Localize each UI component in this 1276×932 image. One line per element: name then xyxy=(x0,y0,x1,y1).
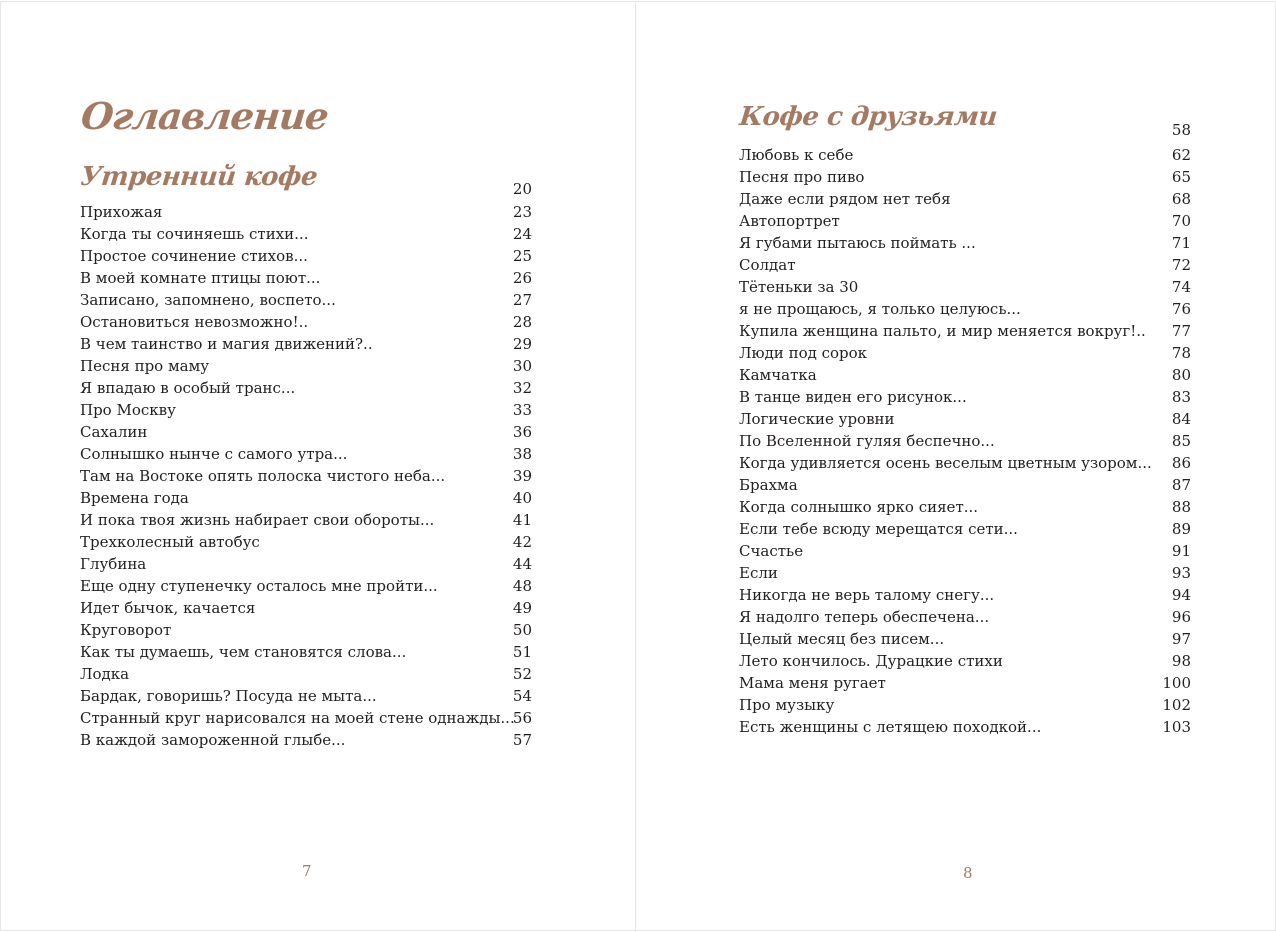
toc-entry-title: я не прощаюсь, я только целуюсь... xyxy=(739,300,1021,318)
toc-entry xyxy=(80,531,532,553)
toc-entry-title: Лето кончилось. Дурацкие стихи xyxy=(739,652,1003,670)
toc-entry xyxy=(80,465,532,487)
toc-entry-title: Про Москву xyxy=(80,401,176,419)
toc-entry-page: 44 xyxy=(512,555,532,573)
toc-entry xyxy=(80,377,532,399)
toc-entry-title: Простое сочинение стихов... xyxy=(80,247,308,265)
toc-entry xyxy=(80,509,532,531)
toc-entry-title: Времена года xyxy=(80,489,189,507)
toc-entry-title: Когда удивляется осень веселым цветным узором... xyxy=(739,454,1152,472)
section-title-coffee-with-friends: Кофе с друзьями xyxy=(738,102,999,132)
toc-entry xyxy=(80,333,532,355)
toc-entry-title: Песня про пиво xyxy=(739,168,865,186)
toc-entry xyxy=(80,355,532,377)
toc-entry xyxy=(739,694,1191,716)
toc-entry-page: 80 xyxy=(1171,366,1191,384)
toc-entry-page: 89 xyxy=(1171,520,1191,538)
toc-entry-page: 85 xyxy=(1171,432,1191,450)
toc-entry-page: 72 xyxy=(1171,256,1191,274)
toc-entry-title: Если xyxy=(739,564,778,582)
toc-entry-page: 38 xyxy=(512,445,532,463)
toc-entry xyxy=(80,575,532,597)
toc-entry-page: 65 xyxy=(1171,168,1191,186)
toc-entry-title: Остановиться невозможно!.. xyxy=(80,313,309,331)
toc-entry-page: 54 xyxy=(512,687,532,705)
toc-entry xyxy=(739,584,1191,606)
toc-entry-title: Прихожая xyxy=(80,203,163,221)
toc-entry-page: 97 xyxy=(1171,630,1191,648)
toc-entry-title: Круговорот xyxy=(80,621,172,639)
toc-entry-page: 32 xyxy=(512,379,532,397)
toc-entry-title: Я впадаю в особый транс... xyxy=(80,379,296,397)
toc-entry-page: 51 xyxy=(512,643,532,661)
toc-entry xyxy=(739,716,1191,738)
toc-entry-title: Камчатка xyxy=(739,366,817,384)
toc-entry xyxy=(80,245,532,267)
toc-entry-page: 96 xyxy=(1171,608,1191,626)
toc-entry-title: Тётеньки за 30 xyxy=(739,278,859,296)
toc-entry-page: 56 xyxy=(512,709,532,727)
toc-entry xyxy=(739,342,1191,364)
toc-entry-title: Еще одну ступенечку осталось мне пройти... xyxy=(80,577,438,595)
toc-entry-page: 27 xyxy=(512,291,532,309)
toc-entry xyxy=(739,386,1191,408)
toc-entry-page: 41 xyxy=(512,511,532,529)
toc-entry xyxy=(739,166,1191,188)
toc-entry-title: И пока твоя жизнь набирает свои обороты... xyxy=(80,511,435,529)
toc-entry-page: 87 xyxy=(1171,476,1191,494)
toc-entry-page: 28 xyxy=(512,313,532,331)
toc-list-left xyxy=(80,179,532,751)
toc-entry-title: Даже если рядом нет тебя xyxy=(739,190,951,208)
toc-entry-title: Любовь к себе xyxy=(739,146,854,164)
toc-entry-title: В моей комнате птицы поют... xyxy=(80,269,321,287)
toc-entry xyxy=(739,474,1191,496)
toc-entry-page: 52 xyxy=(512,665,532,683)
toc-entry xyxy=(739,540,1191,562)
toc-entry-title: Как ты думаешь, чем становятся слова... xyxy=(80,643,407,661)
toc-entry-title: Там на Востоке опять полоска чистого неба... xyxy=(80,467,446,485)
right-page xyxy=(636,1,1276,931)
toc-entry xyxy=(80,729,532,751)
toc-entry-page: 50 xyxy=(512,621,532,639)
toc-entry xyxy=(80,311,532,333)
toc-entry-page: 68 xyxy=(1171,190,1191,208)
toc-entry xyxy=(80,289,532,311)
toc-entry-title: Целый месяц без писем... xyxy=(739,630,945,648)
toc-entry-title: Когда ты сочиняешь стихи... xyxy=(80,225,309,243)
toc-entry-page: 98 xyxy=(1171,652,1191,670)
toc-entry xyxy=(739,408,1191,430)
page-number-left: 7 xyxy=(302,862,312,880)
toc-entry xyxy=(80,641,532,663)
toc-entry-page: 88 xyxy=(1171,498,1191,516)
toc-entry xyxy=(739,452,1191,474)
toc-entry-page: 100 xyxy=(1162,674,1191,692)
toc-entry-page: 84 xyxy=(1171,410,1191,428)
toc-entry xyxy=(80,619,532,641)
toc-entry xyxy=(80,685,532,707)
toc-entry xyxy=(80,487,532,509)
toc-section-start-row xyxy=(80,179,532,201)
toc-entry-page: 74 xyxy=(1171,278,1191,296)
toc-entry-page: 39 xyxy=(512,467,532,485)
toc-entry-title: Песня про маму xyxy=(80,357,210,375)
toc-entry-title: Логические уровни xyxy=(739,410,895,428)
toc-entry-page: 57 xyxy=(512,731,532,749)
toc-entry-title: Трехколесный автобус xyxy=(80,533,260,551)
toc-entry-title: Люди под сорок xyxy=(739,344,868,362)
toc-entry xyxy=(80,553,532,575)
toc-entry xyxy=(80,223,532,245)
toc-entry-page: 25 xyxy=(512,247,532,265)
toc-entry-title: Если тебе всюду мерещатся сети... xyxy=(739,520,1018,538)
toc-entry-page: 91 xyxy=(1171,542,1191,560)
toc-entry-title: Я надолго теперь обеспечена... xyxy=(739,608,990,626)
toc-entry xyxy=(80,707,532,729)
toc-entry xyxy=(80,267,532,289)
toc-entry-title: Мама меня ругает xyxy=(739,674,886,692)
toc-entry xyxy=(739,210,1191,232)
toc-entry-page: 93 xyxy=(1171,564,1191,582)
toc-entry-page: 77 xyxy=(1171,322,1191,340)
page-number-right: 8 xyxy=(963,864,973,882)
toc-section-start-row xyxy=(739,120,1191,144)
toc-entry-title: Бардак, говоришь? Посуда не мыта... xyxy=(80,687,377,705)
toc-entry-page: 71 xyxy=(1171,234,1191,252)
toc-entry-title: В чем таинство и магия движений?.. xyxy=(80,335,373,353)
toc-entry xyxy=(80,399,532,421)
toc-entry-title: Странный круг нарисовался на моей стене однажды... xyxy=(80,709,515,727)
toc-entry-page: 94 xyxy=(1171,586,1191,604)
toc-entry-title: Есть женщины с летящею походкой... xyxy=(739,718,1042,736)
toc-list-right xyxy=(739,120,1191,738)
toc-entry-title: В каждой замороженной глыбе... xyxy=(80,731,346,749)
toc-entry-page: 49 xyxy=(512,599,532,617)
toc-entry-title: Солдат xyxy=(739,256,796,274)
toc-entry-title: Когда солнышко ярко сияет... xyxy=(739,498,979,516)
toc-entry-page: 30 xyxy=(512,357,532,375)
toc-entry xyxy=(739,628,1191,650)
toc-entry-page: 33 xyxy=(512,401,532,419)
toc-entry xyxy=(80,421,532,443)
toc-entry xyxy=(739,496,1191,518)
toc-entry xyxy=(739,144,1191,166)
left-page xyxy=(0,1,636,931)
toc-entry-title: Про музыку xyxy=(739,696,835,714)
toc-section-start-page: 58 xyxy=(1171,121,1191,139)
toc-entry-title: Автопортрет xyxy=(739,212,840,230)
toc-entry-page: 40 xyxy=(512,489,532,507)
contents-heading: Оглавление xyxy=(79,94,331,138)
toc-entry-title: Брахма xyxy=(739,476,798,494)
toc-entry-page: 48 xyxy=(512,577,532,595)
toc-entry-title: Солнышко нынче с самого утра... xyxy=(80,445,348,463)
toc-entry xyxy=(739,298,1191,320)
toc-entry xyxy=(739,606,1191,628)
toc-entry xyxy=(80,663,532,685)
toc-entry-page: 83 xyxy=(1171,388,1191,406)
toc-entry-page: 76 xyxy=(1171,300,1191,318)
toc-entry-title: По Вселенной гуляя беспечно... xyxy=(739,432,995,450)
toc-entry xyxy=(739,232,1191,254)
toc-entry-title: Купила женщина пальто, и мир меняется вокруг!.. xyxy=(739,322,1146,340)
toc-entry-page: 103 xyxy=(1162,718,1191,736)
toc-entry-page: 23 xyxy=(512,203,532,221)
toc-entry-page: 70 xyxy=(1171,212,1191,230)
toc-entry xyxy=(739,672,1191,694)
toc-entry-page: 26 xyxy=(512,269,532,287)
toc-entry xyxy=(739,320,1191,342)
toc-entry-page: 29 xyxy=(512,335,532,353)
toc-entry xyxy=(739,188,1191,210)
toc-entry xyxy=(739,276,1191,298)
toc-entry xyxy=(80,443,532,465)
toc-section-start-page: 20 xyxy=(512,180,532,198)
toc-entry xyxy=(739,254,1191,276)
toc-entry-title: Сахалин xyxy=(80,423,148,441)
toc-entry-page: 86 xyxy=(1171,454,1191,472)
section-title-morning-coffee: Утренний кофе xyxy=(79,162,319,192)
toc-entry-title: Лодка xyxy=(80,665,130,683)
toc-entry xyxy=(739,562,1191,584)
toc-entry-page: 102 xyxy=(1162,696,1191,714)
toc-entry-page: 42 xyxy=(512,533,532,551)
toc-entry-title: Идет бычок, качается xyxy=(80,599,256,617)
toc-entry-page: 62 xyxy=(1171,146,1191,164)
toc-entry-title: Записано, запомнено, воспето... xyxy=(80,291,336,309)
toc-entry-title: Счастье xyxy=(739,542,804,560)
toc-entry-page: 36 xyxy=(512,423,532,441)
toc-entry xyxy=(739,364,1191,386)
toc-entry-title: Никогда не верь талому снегу... xyxy=(739,586,995,604)
toc-entry xyxy=(739,650,1191,672)
toc-entry-title: Глубина xyxy=(80,555,147,573)
toc-entry-title: Я губами пытаюсь поймать ... xyxy=(739,234,976,252)
toc-entry-title: В танце виден его рисунок... xyxy=(739,388,967,406)
toc-entry xyxy=(80,201,532,223)
toc-entry-page: 78 xyxy=(1171,344,1191,362)
toc-entry xyxy=(80,597,532,619)
toc-entry xyxy=(739,430,1191,452)
toc-entry-page: 24 xyxy=(512,225,532,243)
toc-entry xyxy=(739,518,1191,540)
